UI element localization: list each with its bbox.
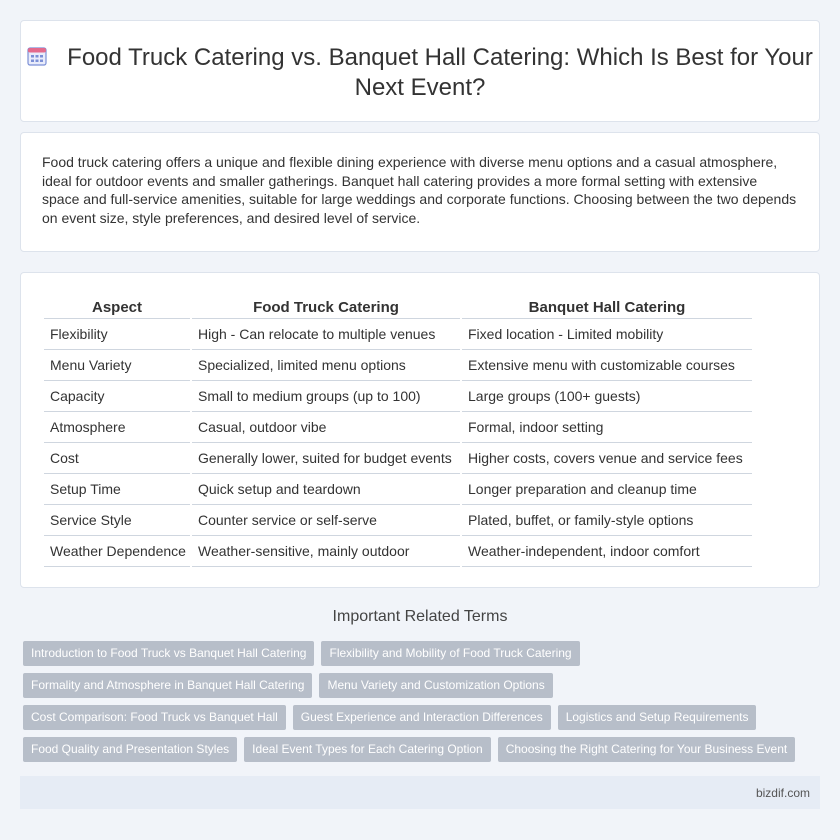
cell-aspect: Weather Dependence	[44, 536, 190, 567]
related-term-link[interactable]: Guest Experience and Interaction Differences	[293, 705, 551, 730]
table-row	[44, 443, 752, 474]
intro-card	[20, 132, 820, 252]
related-term-link[interactable]: Logistics and Setup Requirements	[558, 705, 757, 730]
related-terms-heading: Important Related Terms	[332, 608, 508, 625]
table-header-row	[44, 297, 752, 319]
cell-banquet-hall: Fixed location - Limited mobility	[462, 319, 752, 350]
related-terms-list	[23, 641, 823, 769]
tag-row	[23, 673, 823, 705]
related-term-link[interactable]: Choosing the Right Catering for Your Business Event	[498, 737, 796, 762]
table-row	[44, 536, 752, 567]
cell-aspect: Flexibility	[44, 319, 190, 350]
table-row	[44, 319, 752, 350]
related-term-link[interactable]: Introduction to Food Truck vs Banquet Hall Catering	[23, 641, 314, 666]
cell-aspect: Atmosphere	[44, 412, 190, 443]
related-term-link[interactable]: Cost Comparison: Food Truck vs Banquet Hall	[23, 705, 286, 730]
intro-paragraph: Food truck catering offers a unique and flexible dining experience with diverse menu options and a casual atmosphere, ideal for outdoor events and smaller gatherings. Banquet hall catering provides a more formal setting with extensive space and full-service amenities, suitable for large weddings and corporate functions. Choosing between the two depends on event size, style preferences, and desired level of service.	[42, 154, 797, 226]
cell-food-truck: Quick setup and teardown	[192, 474, 460, 505]
title-card	[20, 20, 820, 122]
tag-row	[23, 737, 823, 769]
cell-aspect: Service Style	[44, 505, 190, 536]
cell-banquet-hall: Higher costs, covers venue and service fees	[462, 443, 752, 474]
cell-food-truck: Casual, outdoor vibe	[192, 412, 460, 443]
header-banquet-hall: Banquet Hall Catering	[462, 297, 752, 319]
comparison-card	[20, 272, 820, 588]
cell-banquet-hall: Formal, indoor setting	[462, 412, 752, 443]
cell-aspect: Menu Variety	[44, 350, 190, 381]
related-term-link[interactable]: Flexibility and Mobility of Food Truck Catering	[321, 641, 579, 666]
footer	[20, 776, 820, 809]
cell-banquet-hall: Large groups (100+ guests)	[462, 381, 752, 412]
tag-row	[23, 641, 823, 673]
related-term-link[interactable]: Menu Variety and Customization Options	[319, 673, 552, 698]
cell-banquet-hall: Extensive menu with customizable courses	[462, 350, 752, 381]
cell-food-truck: High - Can relocate to multiple venues	[192, 319, 460, 350]
cell-food-truck: Small to medium groups (up to 100)	[192, 381, 460, 412]
table-row	[44, 412, 752, 443]
cell-banquet-hall: Plated, buffet, or family-style options	[462, 505, 752, 536]
cell-banquet-hall: Weather-independent, indoor comfort	[462, 536, 752, 567]
related-term-link[interactable]: Food Quality and Presentation Styles	[23, 737, 237, 762]
cell-food-truck: Generally lower, suited for budget events	[192, 443, 460, 474]
page-title	[21, 43, 819, 103]
header-food-truck: Food Truck Catering	[192, 297, 460, 319]
page-title-text: Food Truck Catering vs. Banquet Hall Catering: Which Is Best for Your Next Event?	[67, 44, 813, 101]
related-term-link[interactable]: Ideal Event Types for Each Catering Option	[244, 737, 491, 762]
table-row	[44, 350, 752, 381]
comparison-table	[42, 297, 754, 567]
cell-aspect: Setup Time	[44, 474, 190, 505]
tag-row	[23, 705, 823, 737]
cell-food-truck: Counter service or self-serve	[192, 505, 460, 536]
cell-aspect: Capacity	[44, 381, 190, 412]
cell-banquet-hall: Longer preparation and cleanup time	[462, 474, 752, 505]
site-link[interactable]: bizdif.com	[755, 786, 810, 800]
related-term-link[interactable]: Formality and Atmosphere in Banquet Hall Catering	[23, 673, 312, 698]
table-row	[44, 474, 752, 505]
cell-food-truck: Weather-sensitive, mainly outdoor	[192, 536, 460, 567]
cell-food-truck: Specialized, limited menu options	[192, 350, 460, 381]
calendar-icon	[27, 46, 47, 66]
table-row	[44, 381, 752, 412]
cell-aspect: Cost	[44, 443, 190, 474]
header-aspect: Aspect	[44, 297, 190, 319]
table-row	[44, 505, 752, 536]
